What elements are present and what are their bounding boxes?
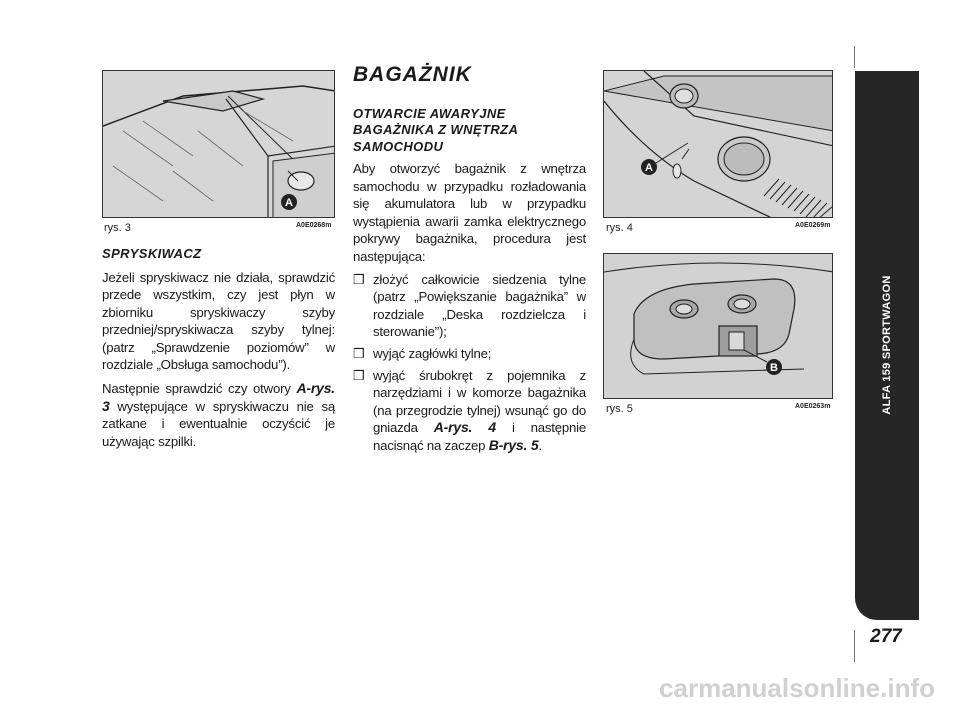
- watermark-text: carmanualsonline.info: [659, 673, 935, 703]
- figure-caption-rys-5: rys. 5: [606, 403, 633, 415]
- text-fragment: Następnie sprawdzić czy otwory: [102, 381, 297, 397]
- list-item: [353, 367, 586, 455]
- section-heading-spryskiwacz: SPRYSKIWACZ: [102, 246, 202, 261]
- list-item-text: wyjąć śrubokręt z pojemnika z narzędziami i w komorze bagażnika (na przegrodzie tylnej) wsunąć go do gniazda: [373, 367, 586, 436]
- subheading-line-3: SAMOCHODU: [353, 138, 444, 154]
- list-item: [353, 271, 586, 341]
- top-margin-rule: [854, 46, 855, 68]
- list-item-text: złożyć całkowicie siedzenia tylne (patrz „Powiększanie bagażnika” w rozdziale „Deska rozdzielcza i sterowanie”);: [373, 271, 586, 340]
- paragraph-washer-check: Jeżeli spryskiwacz nie działa, sprawdzić przede wszystkim, czy jest płyn w zbiorniku spryskiwaczy szyby przedniej/spryskiwacza szyby tylnej: (patrz „Sprawdzenie poziomów” w rozdziale „Obsługa samochodu”).: [102, 269, 335, 373]
- chapter-title: BAGAŻNIK: [353, 63, 472, 86]
- figure-rys-3: [102, 70, 335, 218]
- procedure-list: [353, 271, 586, 455]
- list-item: [353, 345, 586, 363]
- list-item-text: wyjąć zagłówki tylne;: [373, 346, 492, 362]
- paragraph-intro: Aby otworzyć bagażnik z wnętrza samochodu w przypadku rozładowania się akumulatora lub w przypadku wystąpienia awarii zamka elektrycznego pokrywy bagażnika, procedura jest następująca:: [353, 161, 586, 265]
- list-item-text: .: [538, 438, 542, 453]
- marker-a-rys3: A: [285, 197, 293, 209]
- checkbox-bullet-icon: ❒: [353, 271, 365, 287]
- middle-column: [353, 63, 587, 459]
- checkbox-bullet-icon: ❒: [353, 346, 365, 362]
- marker-a-rys4: A: [645, 162, 653, 174]
- figure-reference: A-rys. 4: [433, 419, 496, 436]
- figure-caption-rys-3: rys. 3: [104, 222, 131, 234]
- figure-reference: B-rys. 5: [488, 437, 539, 453]
- figure-rys-5: [603, 253, 833, 399]
- checkbox-bullet-icon: ❒: [353, 367, 365, 383]
- figure-code-rys-4: A0E0269m: [795, 222, 831, 229]
- bottom-margin-rule: [854, 630, 855, 662]
- marker-b-rys5: B: [770, 362, 778, 374]
- trunk-latch-illustration: [604, 254, 833, 399]
- washer-illustration: [103, 71, 335, 218]
- subheading-line-1: OTWARCIE AWARYJNE: [353, 105, 506, 121]
- list-item-text: i następnie nacisnąć na zaczep: [373, 420, 587, 453]
- text-fragment: występujące w spryskiwaczu nie są zatkane i ewentualnie oczyścić je używając szpilki.: [102, 398, 335, 449]
- sidebar-model-label: ALFA 159 SPORTWAGON: [881, 275, 893, 415]
- figure-code-rys-3: A0E0268m: [296, 222, 332, 229]
- page-number: 277: [870, 626, 902, 647]
- figure-code-rys-5: A0E0263m: [795, 403, 831, 410]
- figure-reference: A-rys. 3: [102, 380, 335, 414]
- paragraph-washer-clean: [102, 380, 335, 450]
- left-column: [102, 246, 335, 450]
- figure-rys-4: [603, 70, 833, 218]
- figure-caption-rys-4: rys. 4: [606, 222, 633, 234]
- trunk-partition-illustration: [604, 71, 833, 218]
- subheading-line-2: BAGAŻNIKA Z WNĘTRZA: [353, 122, 519, 138]
